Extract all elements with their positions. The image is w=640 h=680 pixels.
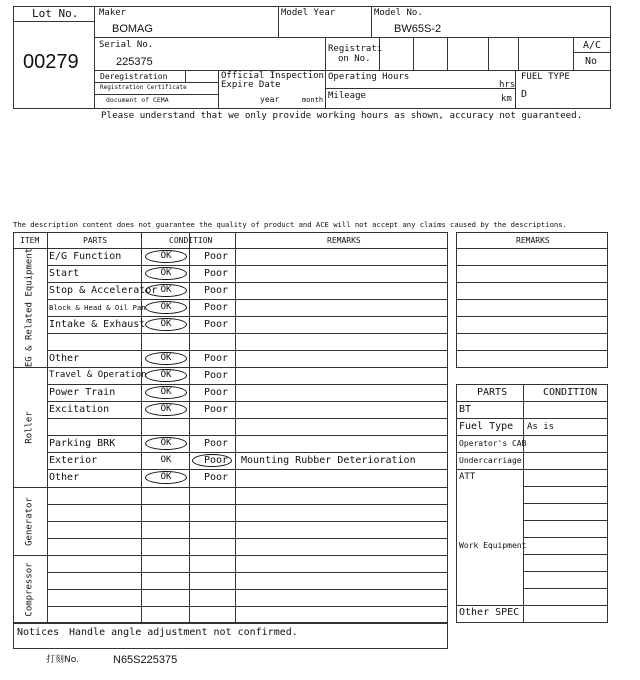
maker-value: BOMAG <box>112 23 153 35</box>
mileage-label: Mileage <box>328 91 366 101</box>
ok-option[interactable]: OK <box>160 319 172 329</box>
col-remarks-header: REMARKS <box>327 236 361 245</box>
maker-label: Maker <box>99 8 127 18</box>
work-equipment-label: Work Equipment <box>459 541 527 550</box>
table-row-part: Block & Head & Oil Pan <box>49 303 146 312</box>
hrs-label: hrs <box>499 80 516 90</box>
table-row-part: Power Train <box>49 387 116 398</box>
poor-option[interactable]: Poor <box>204 302 229 313</box>
right-remarks-header: REMARKS <box>516 236 550 245</box>
table-row-remark: Mounting Rubber Deterioration <box>241 455 416 466</box>
month-label: month <box>302 96 324 104</box>
reg-cert-label: Registration Certificate <box>100 84 187 91</box>
table-row-part: E/G Function <box>49 251 122 262</box>
table-row-part: Other <box>49 353 80 364</box>
table-row-part: Travel & Operation <box>49 370 147 380</box>
ok-option[interactable]: OK <box>160 438 172 448</box>
other-spec-label: Other SPEC <box>459 607 520 618</box>
lot-label: Lot No. <box>32 7 79 20</box>
parts-header: PARTS <box>477 387 508 398</box>
undercarriage-label: Undercarriage <box>459 456 522 465</box>
lot-number: 00279 <box>23 51 79 73</box>
dereg-label: Deregistration <box>100 72 168 81</box>
table-row-part: Other <box>49 472 80 483</box>
poor-option[interactable]: Poor <box>204 319 229 330</box>
att-label: ATT <box>459 472 476 482</box>
poor-option[interactable]: Poor <box>204 472 229 483</box>
inspection-label-1: Official Inspection <box>221 71 324 81</box>
table-row-part: Excitation <box>49 404 110 415</box>
year-label: year <box>260 95 280 104</box>
serial-label: Serial No. <box>99 40 154 50</box>
ok-option[interactable]: OK <box>160 251 172 261</box>
disclaimer-text: The description content does not guarantee the quality of product and ACE will not accept any claims caused by the descriptions. <box>13 220 567 229</box>
ok-option[interactable]: OK <box>160 353 172 363</box>
poor-option[interactable]: Poor <box>204 285 229 296</box>
ok-option[interactable]: OK <box>160 387 172 397</box>
ok-option[interactable]: OK <box>160 285 172 295</box>
poor-option[interactable]: Poor <box>204 251 229 262</box>
stamp-label: 打刻No. <box>46 655 79 665</box>
fuel-type-value: D <box>521 89 528 100</box>
poor-option[interactable]: Poor <box>204 387 229 398</box>
ok-option[interactable]: OK <box>160 302 172 312</box>
registration-label-1: Registrati <box>328 44 383 54</box>
section-label-generator: Generator <box>24 497 35 546</box>
model-no-label: Model No. <box>374 8 423 18</box>
notices-text: Handle angle adjustment not confirmed. <box>69 627 298 638</box>
poor-option[interactable]: Poor <box>204 404 229 415</box>
fuel-type-label: FUEL TYPE <box>521 72 570 82</box>
section-label-compressor: Compressor <box>24 562 35 617</box>
poor-option[interactable]: Poor <box>204 370 229 381</box>
poor-option[interactable]: Poor <box>204 438 229 449</box>
ok-option[interactable]: OK <box>160 370 172 380</box>
ok-option[interactable]: OK <box>160 268 172 278</box>
table-row-part: Intake & Exhaust <box>49 319 146 330</box>
km-label: km <box>501 94 512 104</box>
model-year-label: Model Year <box>281 8 336 18</box>
col-item-header: ITEM <box>20 236 40 245</box>
table-row-part: Exterior <box>49 455 98 466</box>
section-label-roller: Roller <box>24 411 35 444</box>
poor-option[interactable]: Poor <box>204 268 229 279</box>
fuel-type-row-value: As is <box>527 422 555 432</box>
condition-header: CONDITION <box>543 387 598 398</box>
col-condition-header: CONDITION <box>169 236 213 245</box>
registration-label-2: on No. <box>338 54 371 64</box>
ok-option[interactable]: OK <box>160 404 172 414</box>
fuel-type-row-label: Fuel Type <box>459 421 514 432</box>
poor-option[interactable]: Poor <box>204 455 229 466</box>
notices-label: Notices <box>17 627 60 638</box>
table-row-part: Parking BRK <box>49 438 116 449</box>
poor-option[interactable]: Poor <box>204 353 229 364</box>
stamp-value: N65S225375 <box>113 654 178 666</box>
ok-option[interactable]: OK <box>160 472 172 482</box>
section-label-eg: EG & Related Equipment <box>24 247 35 368</box>
operator-cab-label: Operator's CAB <box>459 439 527 448</box>
col-parts-header: PARTS <box>83 236 108 245</box>
serial-value: 225375 <box>116 56 153 68</box>
table-row-part: Stop & Accelerator <box>49 285 158 296</box>
ok-option[interactable]: OK <box>160 455 172 465</box>
right-remarks-frame <box>456 232 608 368</box>
model-no-value: BW65S-2 <box>394 23 442 35</box>
operating-hours-label: Operating Hours <box>328 72 410 82</box>
hours-note: Please understand that we only provide working hours as shown, accuracy not guaranteed. <box>101 110 583 121</box>
cema-label: document of CEMA <box>106 96 169 104</box>
table-row-part: Start <box>49 268 80 279</box>
ac-label: A/C <box>583 40 602 51</box>
ac-value: No <box>585 56 598 67</box>
inspection-label-2: Expire Date <box>221 80 281 90</box>
bt-label: BT <box>459 404 472 415</box>
